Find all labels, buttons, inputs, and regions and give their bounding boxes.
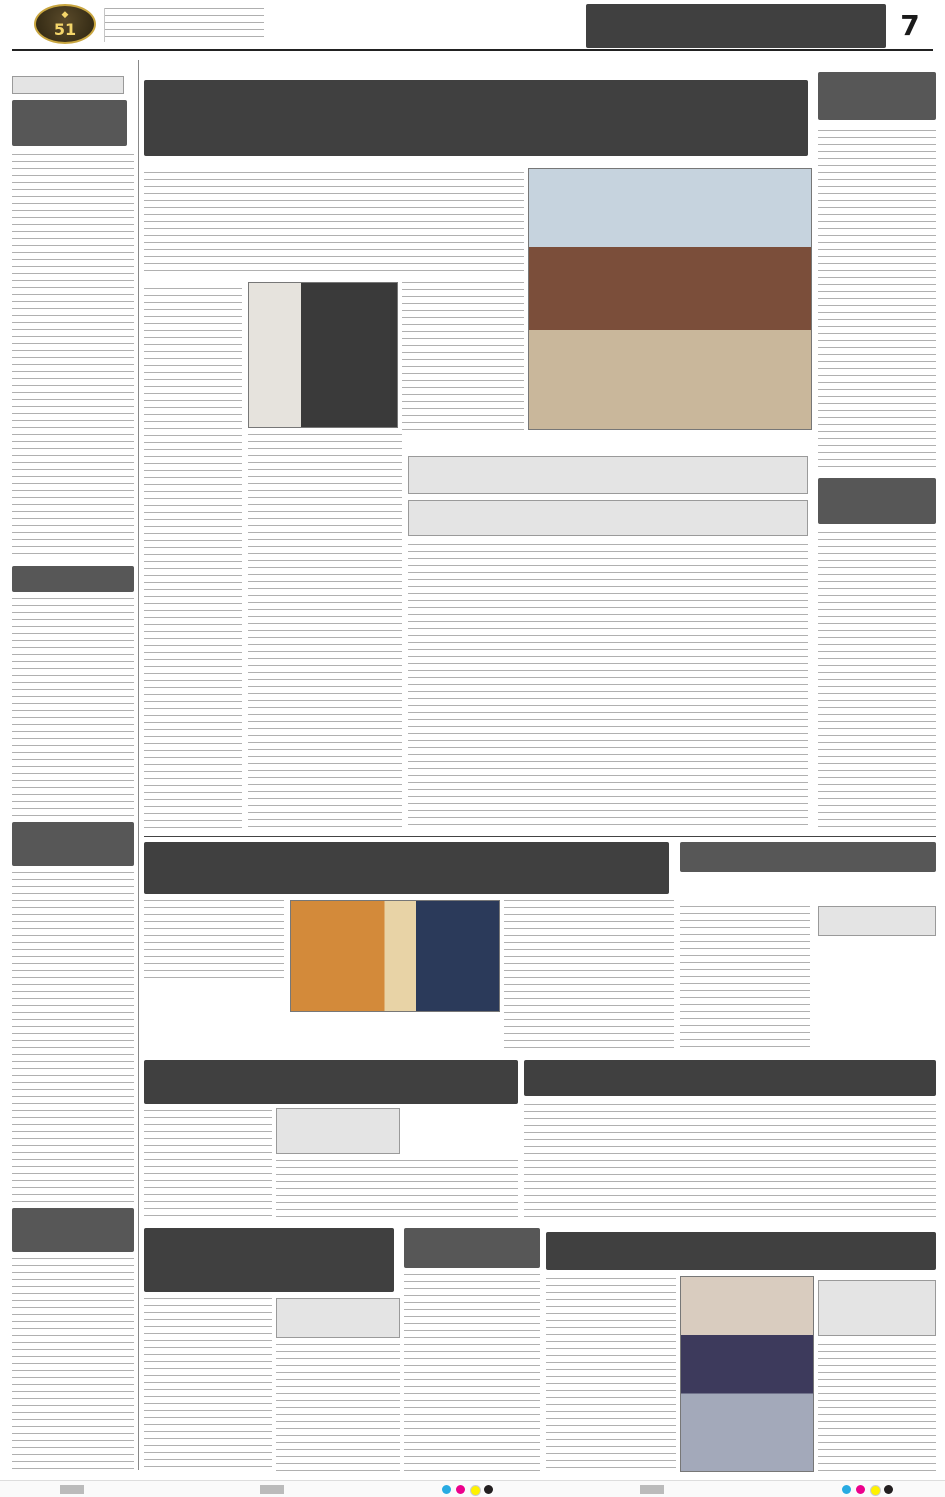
registration-mark (260, 1485, 284, 1494)
cyan-swatch (842, 1485, 851, 1494)
arrest-body (680, 906, 810, 1050)
deepika-kicker (818, 1280, 936, 1336)
lead-body-col-3 (248, 434, 402, 828)
thackeray-body-1 (144, 900, 284, 984)
sindoor-body-2 (276, 1160, 518, 1222)
briefs-label (12, 76, 124, 94)
masthead-rule (12, 49, 933, 51)
thackeray-body-2 (504, 900, 674, 1050)
brief-headline-3 (12, 822, 134, 866)
cyan-swatch (442, 1485, 451, 1494)
magenta-swatch (456, 1485, 465, 1494)
newspaper-logo (34, 4, 96, 44)
yellow-swatch (470, 1485, 481, 1496)
yellow-swatch (870, 1485, 881, 1496)
sindoor-headline (144, 1060, 518, 1104)
cisf-headline (404, 1228, 540, 1268)
temple-photo (528, 168, 812, 430)
black-swatch (884, 1485, 893, 1494)
deepika-body-1 (546, 1278, 676, 1472)
ladki-bahin-body (524, 1104, 936, 1220)
logo-wordmark: ◆ (61, 10, 69, 20)
right-body-2 (818, 532, 936, 828)
lead-body-col-4 (408, 544, 808, 828)
arrest-kicker (818, 906, 936, 936)
black-swatch (484, 1485, 493, 1494)
right-body-1 (818, 130, 936, 470)
ladki-bahin-headline (524, 1060, 936, 1096)
arrest-headline (680, 842, 936, 872)
column-divider (138, 60, 139, 1470)
lead-headline (144, 80, 808, 156)
registration-mark (60, 1485, 84, 1494)
logo-anniversary-number: 51 (53, 20, 77, 39)
brief-body-4 (12, 1258, 134, 1472)
deepika-headline (546, 1232, 936, 1270)
section-heading (586, 4, 886, 48)
section-rule (144, 836, 936, 837)
dateline (104, 8, 264, 42)
lead-body-col-2 (402, 282, 524, 432)
lead-body-col-1 (144, 288, 242, 828)
cisf-body (404, 1274, 540, 1472)
brief-headline-1 (12, 100, 127, 146)
bihar-kicker (276, 1298, 400, 1338)
print-registration-bar (0, 1480, 945, 1497)
deepika-photo (680, 1276, 814, 1472)
court-photo (248, 282, 398, 428)
right-headline-1 (818, 72, 936, 120)
lead-kicker-2 (408, 500, 808, 536)
page-number: 7 (900, 9, 920, 42)
brief-headline-2 (12, 566, 134, 592)
deepika-body-2 (818, 1344, 936, 1472)
brief-headline-4 (12, 1208, 134, 1252)
brief-body-1 (12, 154, 134, 558)
magenta-swatch (856, 1485, 865, 1494)
lead-kicker-1 (408, 456, 808, 494)
brief-body-3 (12, 872, 134, 1202)
brief-body-2 (12, 598, 134, 818)
thackeray-photo (290, 900, 500, 1012)
sindoor-body-1 (144, 1110, 272, 1222)
bihar-body-2 (276, 1344, 400, 1472)
sindoor-kicker (276, 1108, 400, 1154)
lead-intro (144, 172, 524, 272)
thackeray-headline (144, 842, 669, 894)
bihar-headline (144, 1228, 394, 1292)
registration-mark (640, 1485, 664, 1494)
bihar-body-1 (144, 1298, 272, 1472)
right-headline-2 (818, 478, 936, 524)
